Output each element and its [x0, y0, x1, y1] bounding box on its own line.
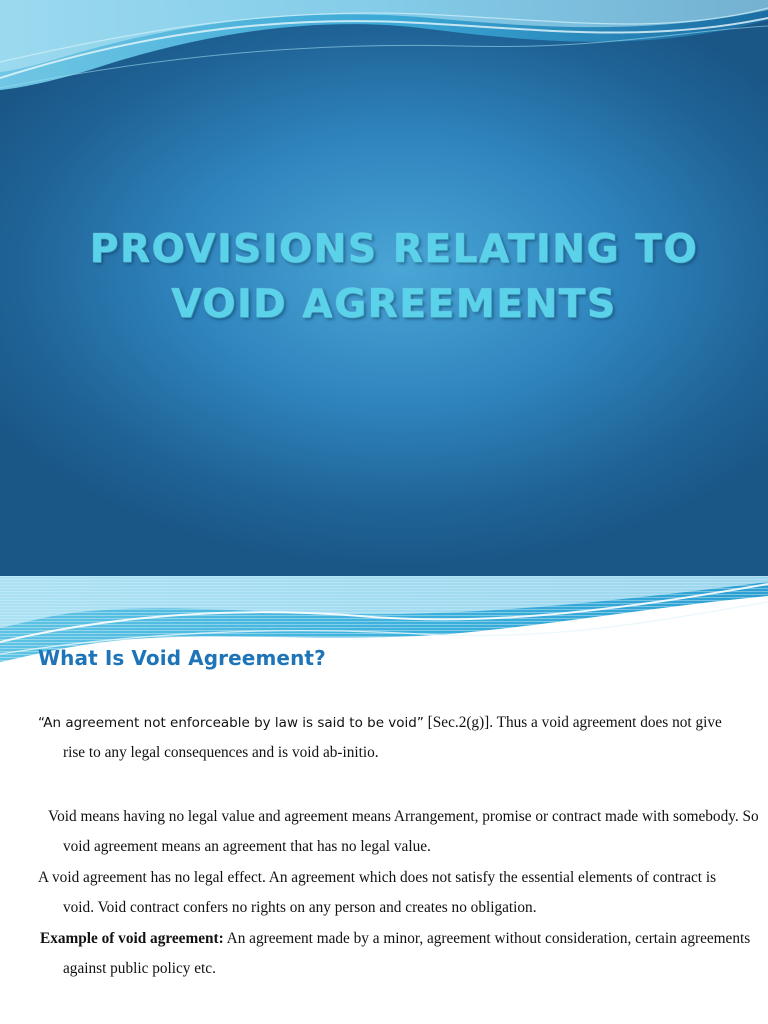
effect-paragraph: A void agreement has no legal effect. An agreement which does not satisfy the essential elements of contract is void. Void contract confers no rights on any person and creates no obligation. [38, 869, 717, 916]
example-paragraph [20, 924, 768, 984]
wave-decoration-top [0, 0, 768, 95]
example-rest: An agreement made by a minor, agreement without consideration, certain agreements against public policy etc. [63, 930, 751, 977]
meaning-paragraph: Void means having no legal value and agreement means Arrangement, promise or contract made with somebody. So void agreement means an agreement that has no legal value. [48, 808, 759, 855]
title-line-2: VOID AGREEMENTS [171, 282, 617, 327]
content-slide [0, 576, 768, 1024]
slide-title [20, 222, 768, 332]
section-heading: What Is Void Agreement? [38, 646, 326, 670]
definition-quote: “An agreement not enforceable by law is said to be void” [38, 715, 424, 731]
title-line-1: PROVISIONS RELATING TO [89, 227, 699, 272]
example-label: Example of void agreement: [40, 930, 224, 947]
definition-paragraph [38, 708, 743, 768]
definition-rest: [Sec.2(g)]. Thus a void agreement does not give rise to any legal consequences and is void ab-initio. [63, 714, 722, 761]
